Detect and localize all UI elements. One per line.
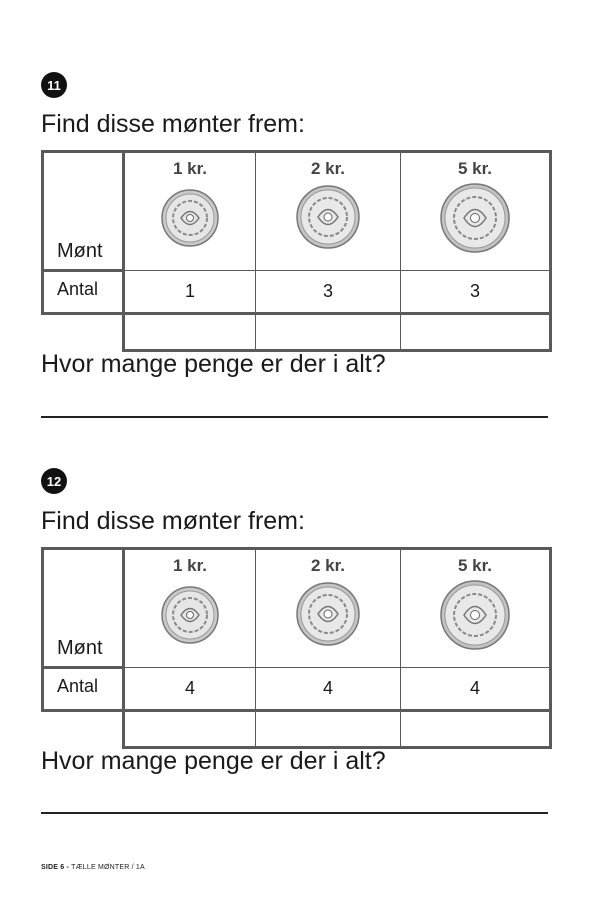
answer-cell[interactable]: [401, 314, 551, 351]
answer-cell[interactable]: [401, 711, 551, 748]
exercise-heading: Find disse mønter frem:: [41, 110, 305, 138]
answer-cell[interactable]: [256, 314, 401, 351]
answer-cell[interactable]: [256, 711, 401, 748]
coin-row-label: Mønt: [43, 152, 124, 271]
coin-table: [41, 547, 552, 749]
count-row-label: Antal: [43, 271, 124, 314]
coin-header-row: [43, 549, 551, 668]
count-row-label: Antal: [43, 668, 124, 711]
blank-cell: [43, 711, 124, 748]
coin-column-2kr: [256, 549, 401, 668]
coin-column-1kr: [124, 549, 256, 668]
coin-1kr-icon: [161, 586, 219, 644]
answer-line[interactable]: [41, 812, 548, 814]
answer-row: [43, 314, 551, 351]
coin-2kr-icon: [296, 582, 360, 646]
exercise-number-badge: 11: [41, 72, 67, 98]
answer-cell[interactable]: [124, 314, 256, 351]
coin-column-5kr: [401, 152, 551, 271]
blank-cell: [43, 314, 124, 351]
coin-column-2kr: [256, 152, 401, 271]
count-cell: 4: [124, 668, 256, 711]
count-cell: 1: [124, 271, 256, 314]
exercise-heading: Find disse mønter frem:: [41, 507, 305, 535]
exercise-number-badge: 12: [41, 468, 67, 494]
coin-table: [41, 150, 552, 352]
count-cell: 4: [256, 668, 401, 711]
footer-page-number: SIDE 6 -: [41, 864, 70, 871]
denomination-label: 5 kr.: [457, 159, 493, 178]
answer-row: [43, 711, 551, 748]
coin-5kr-icon: [440, 183, 510, 253]
question-text: Hvor mange penge er der i alt?: [41, 747, 386, 775]
denomination-label: 2 kr.: [310, 159, 346, 178]
denomination-label: 1 kr.: [172, 159, 208, 178]
denomination-label: 5 kr.: [457, 556, 493, 575]
count-row: [43, 271, 551, 314]
denomination-label: 2 kr.: [310, 556, 346, 575]
coin-row-label: Mønt: [43, 549, 124, 668]
coin-1kr-icon: [161, 189, 219, 247]
answer-line[interactable]: [41, 416, 548, 418]
question-text: Hvor mange penge er der i alt?: [41, 350, 386, 378]
coin-column-5kr: [401, 549, 551, 668]
count-cell: 3: [401, 271, 551, 314]
coin-column-1kr: [124, 152, 256, 271]
count-row: [43, 668, 551, 711]
coin-5kr-icon: [440, 580, 510, 650]
coin-2kr-icon: [296, 185, 360, 249]
answer-cell[interactable]: [124, 711, 256, 748]
page-footer: [41, 864, 145, 871]
coin-header-row: [43, 152, 551, 271]
count-cell: 4: [401, 668, 551, 711]
denomination-label: 1 kr.: [172, 556, 208, 575]
footer-title: TÆLLE MØNTER / 1A: [71, 864, 145, 871]
count-cell: 3: [256, 271, 401, 314]
